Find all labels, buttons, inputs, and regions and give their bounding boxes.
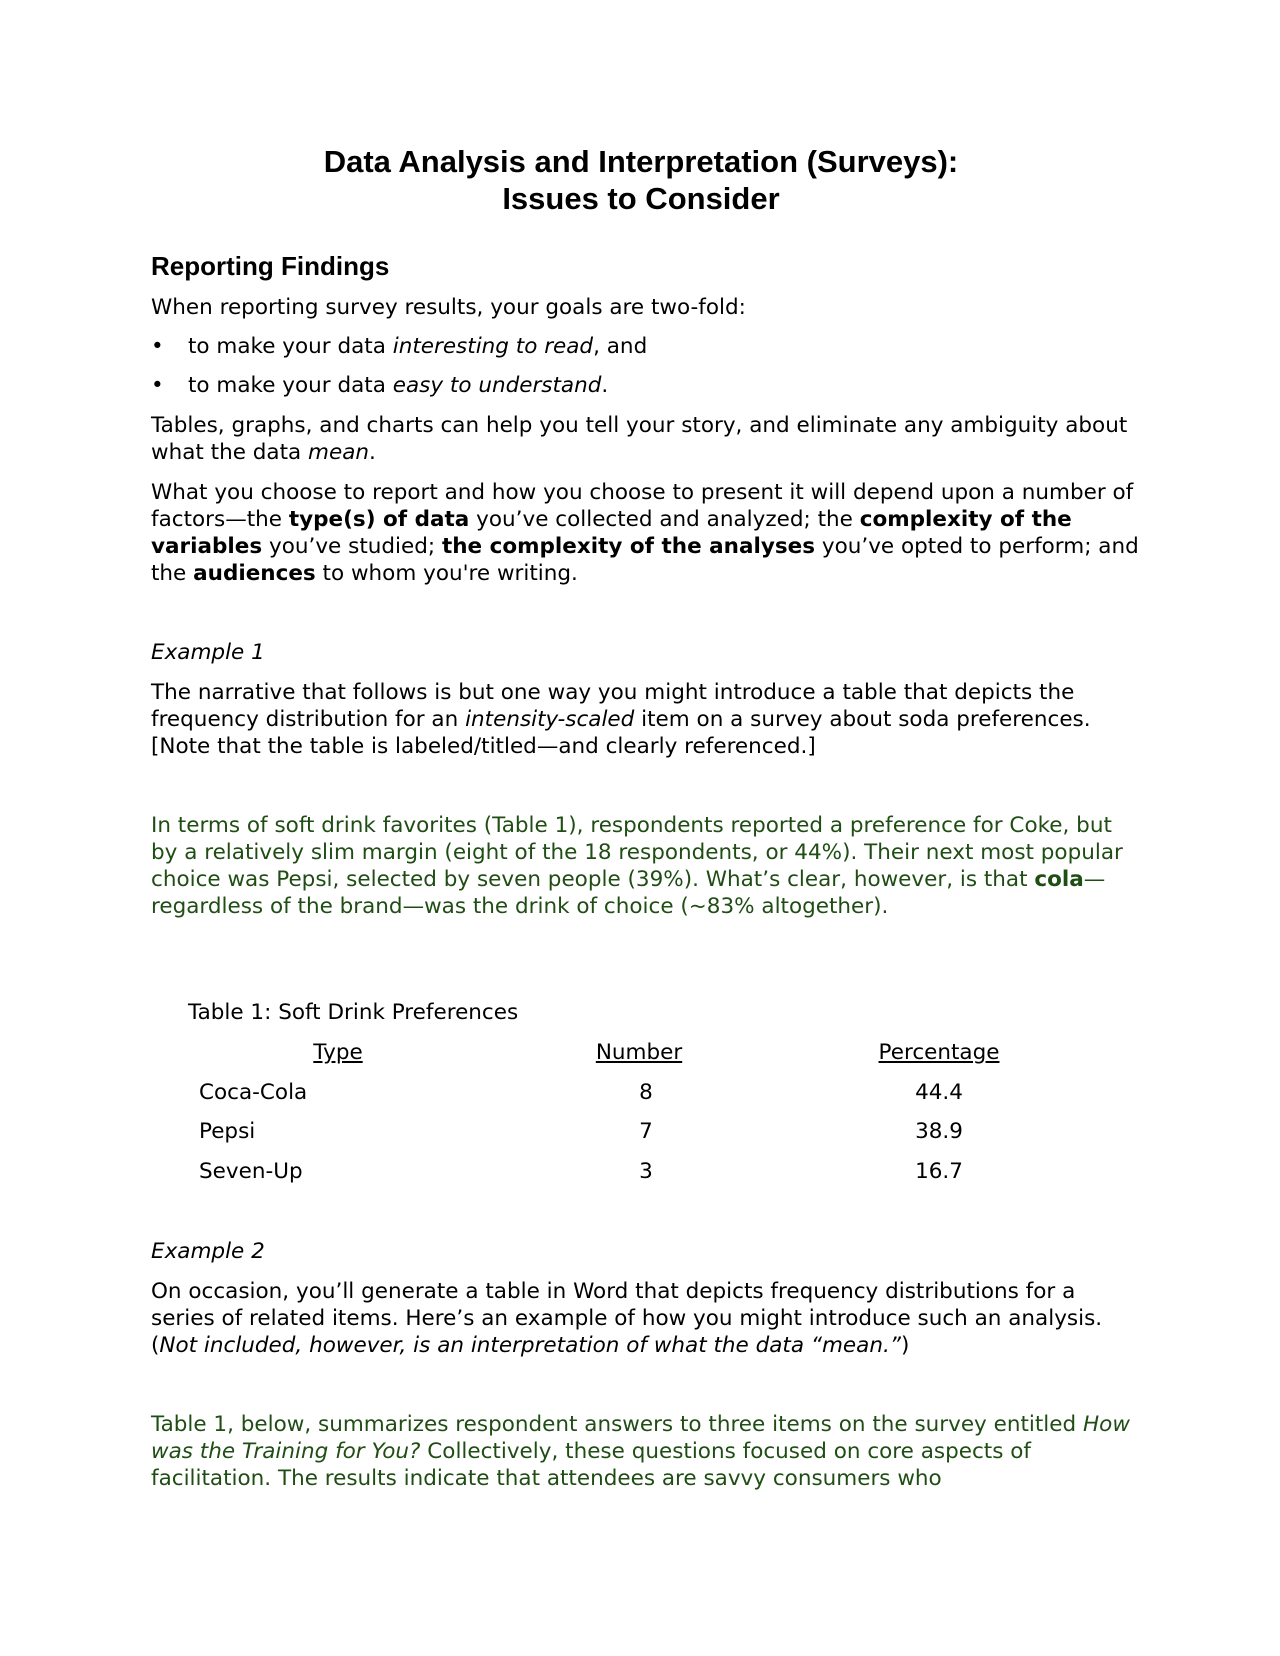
example-1-narrative: In terms of soft drink favorites (Table 1), respondents reported a preference for Coke, but by a relatively slim margin (eight of the 18 respondents, or 44%). Their next most popular choice was Pepsi, selected by seven people (39%). What’s clear, however, is that cola—regardless of the brand—was the drink of choice (~83% altogether).	[151, 813, 1123, 919]
example-2-narrative: Table 1, below, summarizes respondent answers to three items on the survey entitled How was the Training for You? Collectively, these questions focused on core aspects of facilitation. The results indicate that attendees are savvy consumers who	[151, 1412, 1130, 1491]
intro-paragraph: When reporting survey results, your goals are two-fold:	[151, 295, 746, 320]
tables-paragraph: Tables, graphs, and charts can help you tell your story, and eliminate any ambiguity about what the data mean.	[151, 413, 1128, 465]
example-2-label: Example 2	[151, 1239, 265, 1264]
table-cell-type: Coca-Cola	[199, 1080, 308, 1105]
bullet-text: to make your data easy to understand.	[188, 373, 609, 398]
choose-paragraph: What you choose to report and how you choose to present it will depend upon a number of factors—the type(s) of data you’ve collected and analyzed; the complexity of the variables you’ve studied; the complexity of the analyses you’ve opted to perform; and the audiences to whom you're writing.	[151, 480, 1139, 586]
table-cell-type: Pepsi	[199, 1119, 256, 1144]
table-1-caption: Table 1: Soft Drink Preferences	[188, 1000, 519, 1025]
table-cell-type: Seven-Up	[199, 1159, 303, 1184]
table-cell-percentage: 38.9	[915, 1119, 963, 1144]
example-1-label: Example 1	[151, 640, 265, 665]
table-cell-number: 8	[639, 1080, 653, 1105]
table-header-percentage: Percentage	[878, 1040, 1000, 1065]
title-line-2: Issues to Consider	[502, 181, 780, 216]
bullet-text: to make your data interesting to read, and	[188, 334, 648, 359]
table-header-type: Type	[313, 1040, 363, 1065]
table-cell-number: 3	[639, 1159, 653, 1184]
title-line-1: Data Analysis and Interpretation (Surveys):	[323, 144, 959, 179]
table-header-number: Number	[595, 1040, 683, 1065]
document-title	[151, 143, 1131, 217]
bullet-dot-icon: •	[151, 373, 164, 398]
bullet-dot-icon: •	[151, 334, 164, 359]
table-cell-percentage: 16.7	[915, 1159, 963, 1184]
table-cell-number: 7	[639, 1119, 653, 1144]
table-cell-percentage: 44.4	[915, 1080, 963, 1105]
example-2-description: On occasion, you’ll generate a table in Word that depicts frequency distributions for a series of related items. Here’s an example of how you might introduce such an analysis. (Not included, however, is an interpretation of what the data “mean.”)	[151, 1279, 1103, 1358]
section-heading: Reporting Findings	[151, 251, 390, 281]
example-1-description: The narrative that follows is but one way you might introduce a table that depicts the frequency distribution for an intensity-scaled item on a survey about soda preferences. [Note that the table is labeled/titled—and clearly referenced.]	[151, 680, 1091, 759]
